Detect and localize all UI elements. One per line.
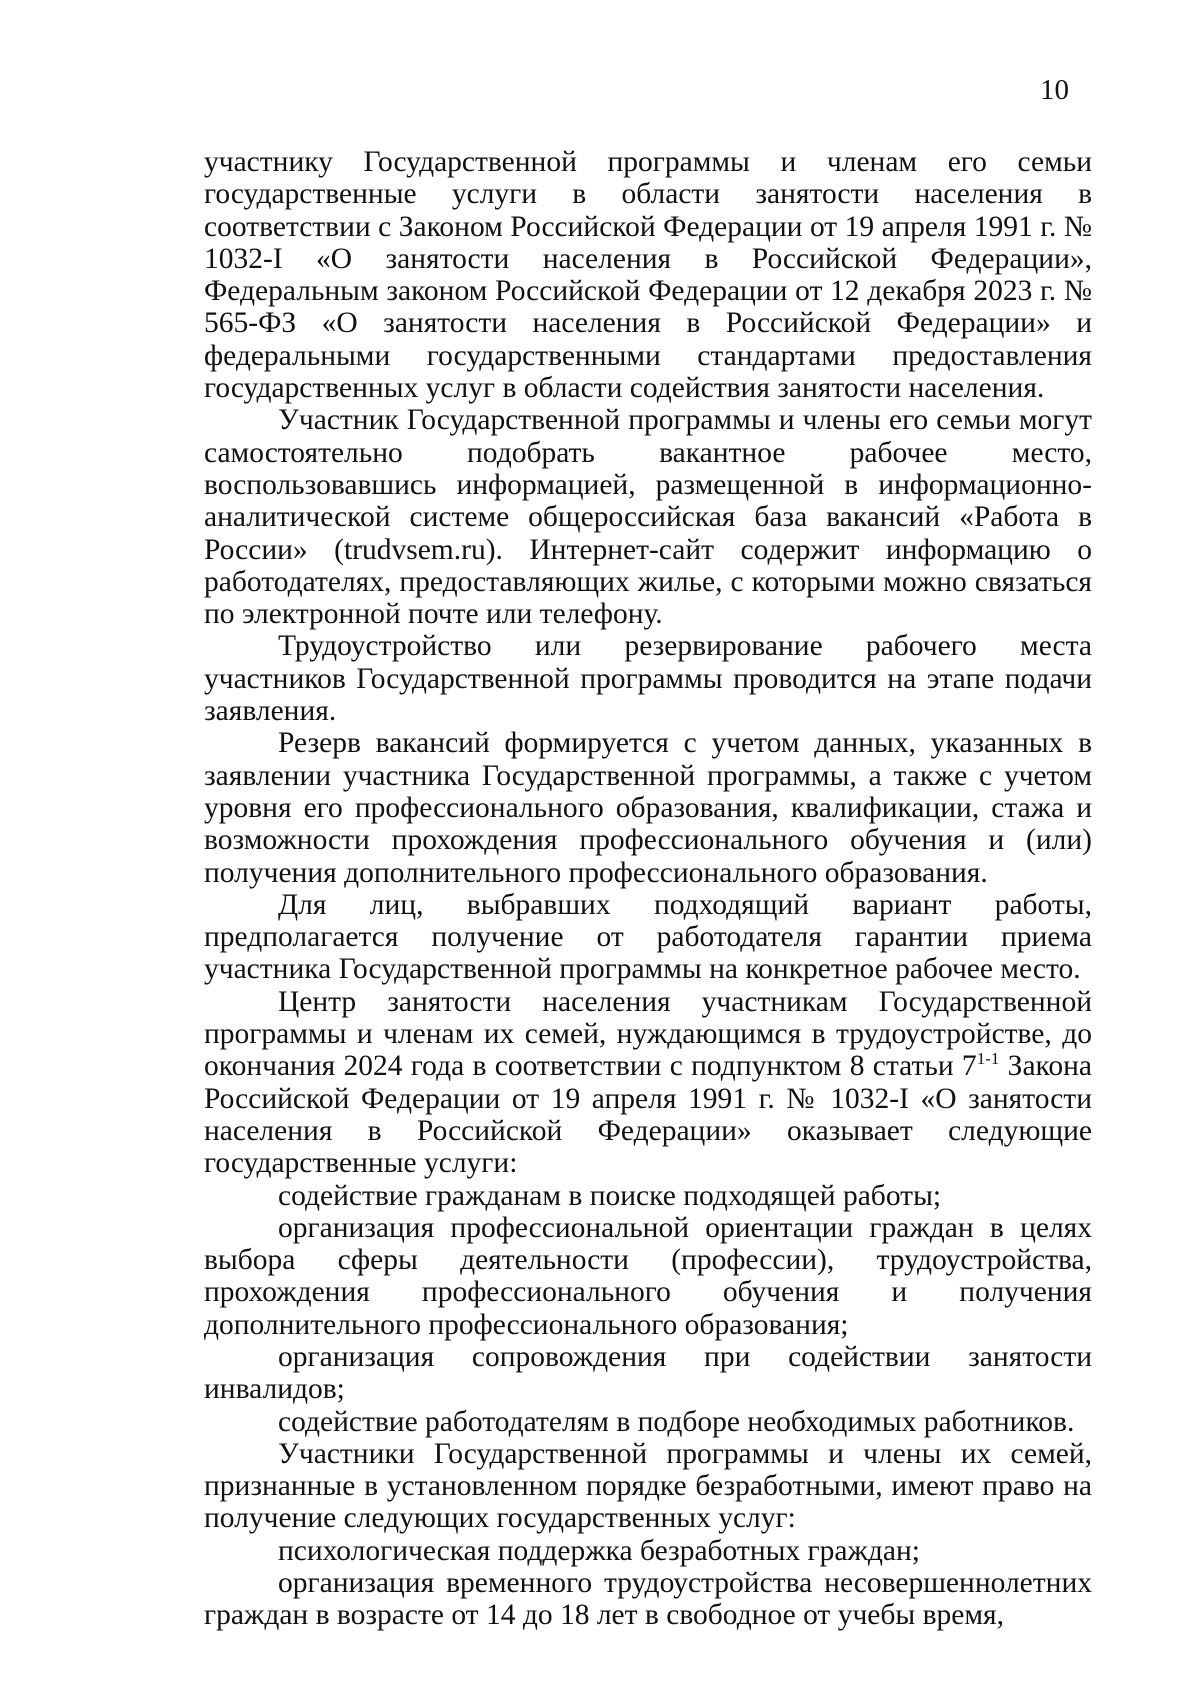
- paragraph-self-search: Участник Государственной программы и члены его семьи могут самостоятельно подобрать вакантное рабочее место, воспользовавшись информацией, размещенной в информационно-аналитической системе общероссийская база вакансий «Работа в России» (trudvsem.ru). Интернет-сайт содержит информацию о работодателях, предоставляющих жилье, с которыми можно связаться по электронной почте или телефону.: [204, 404, 1092, 631]
- unemployed-service-item: организация временного трудоустройства несовершеннолетних граждан в возрасте от 14 до 18 лет в свободное от учебы время,: [204, 1567, 1092, 1632]
- paragraph-employer-guarantee: Для лиц, выбравших подходящий вариант работы, предполагается получение от работодателя гарантии приема участника Государственной программы на конкретное рабочее место.: [204, 888, 1092, 986]
- paragraph-vacancy-reserve: Резерв вакансий формируется с учетом данных, указанных в заявлении участника Государственной программы, а также с учетом уровня его профессионального образования, квалификации, стажа и возможности прохождения профессионального обучения и (или) получения дополнительного профессионального образования.: [204, 727, 1092, 889]
- article-superscript: 1-1: [976, 1049, 1000, 1069]
- paragraph-employment-center: [204, 986, 1092, 1180]
- employment-center-text-start: Центр занятости населения участникам Государственной программы и членам их семей, нуждающимся в трудоустройстве, до окончания 2024 года в соответствии с подпунктом 8 статьи 7: [204, 985, 1092, 1083]
- page-number: 10: [1040, 74, 1069, 106]
- service-item: содействие гражданам в поиске подходящей работы;: [278, 1179, 942, 1212]
- body-text: [204, 146, 1092, 1632]
- service-item: организация сопровождения при содействии занятости инвалидов;: [204, 1340, 1092, 1406]
- service-item: содействие работодателям в подборе необходимых работников.: [278, 1405, 1075, 1438]
- paragraph-reservation: Трудоустройство или резервирование рабочего места участников Государственной программы проводится на этапе подачи заявления.: [204, 630, 1092, 728]
- service-item: организация профессиональной ориентации граждан в целях выбора сферы деятельности (профессии), трудоустройства, прохождения профессионального обучения и получения дополнительного профессионального образования;: [204, 1211, 1092, 1341]
- employment-center-text-end: Закона Российской Федерации от 19 апреля 1991 г. № 1032-I «О занятости населения в Российской Федерации» оказывает следующие государственные услуги:: [204, 1050, 1093, 1180]
- unemployed-service-item: психологическая поддержка безработных граждан;: [278, 1534, 920, 1567]
- paragraph-unemployed-rights: Участники Государственной программы и члены их семей, признанные в установленном порядке безработными, имеют право на получение следующих государственных услуг:: [204, 1437, 1092, 1535]
- paragraph-continuation: участнику Государственной программы и членам его семьи государственные услуги в области занятости населения в соответствии с Законом Российской Федерации от 19 апреля 1991 г. № 1032-I «О занятости населения в Российской Федерации», Федеральным законом Российской Федерации от 12 декабря 2023 г. № 565-ФЗ «О занятости населения в Российской Федерации» и федеральными государственными стандартами предоставления государственных услуг в области содействия занятости населения.: [204, 146, 1092, 405]
